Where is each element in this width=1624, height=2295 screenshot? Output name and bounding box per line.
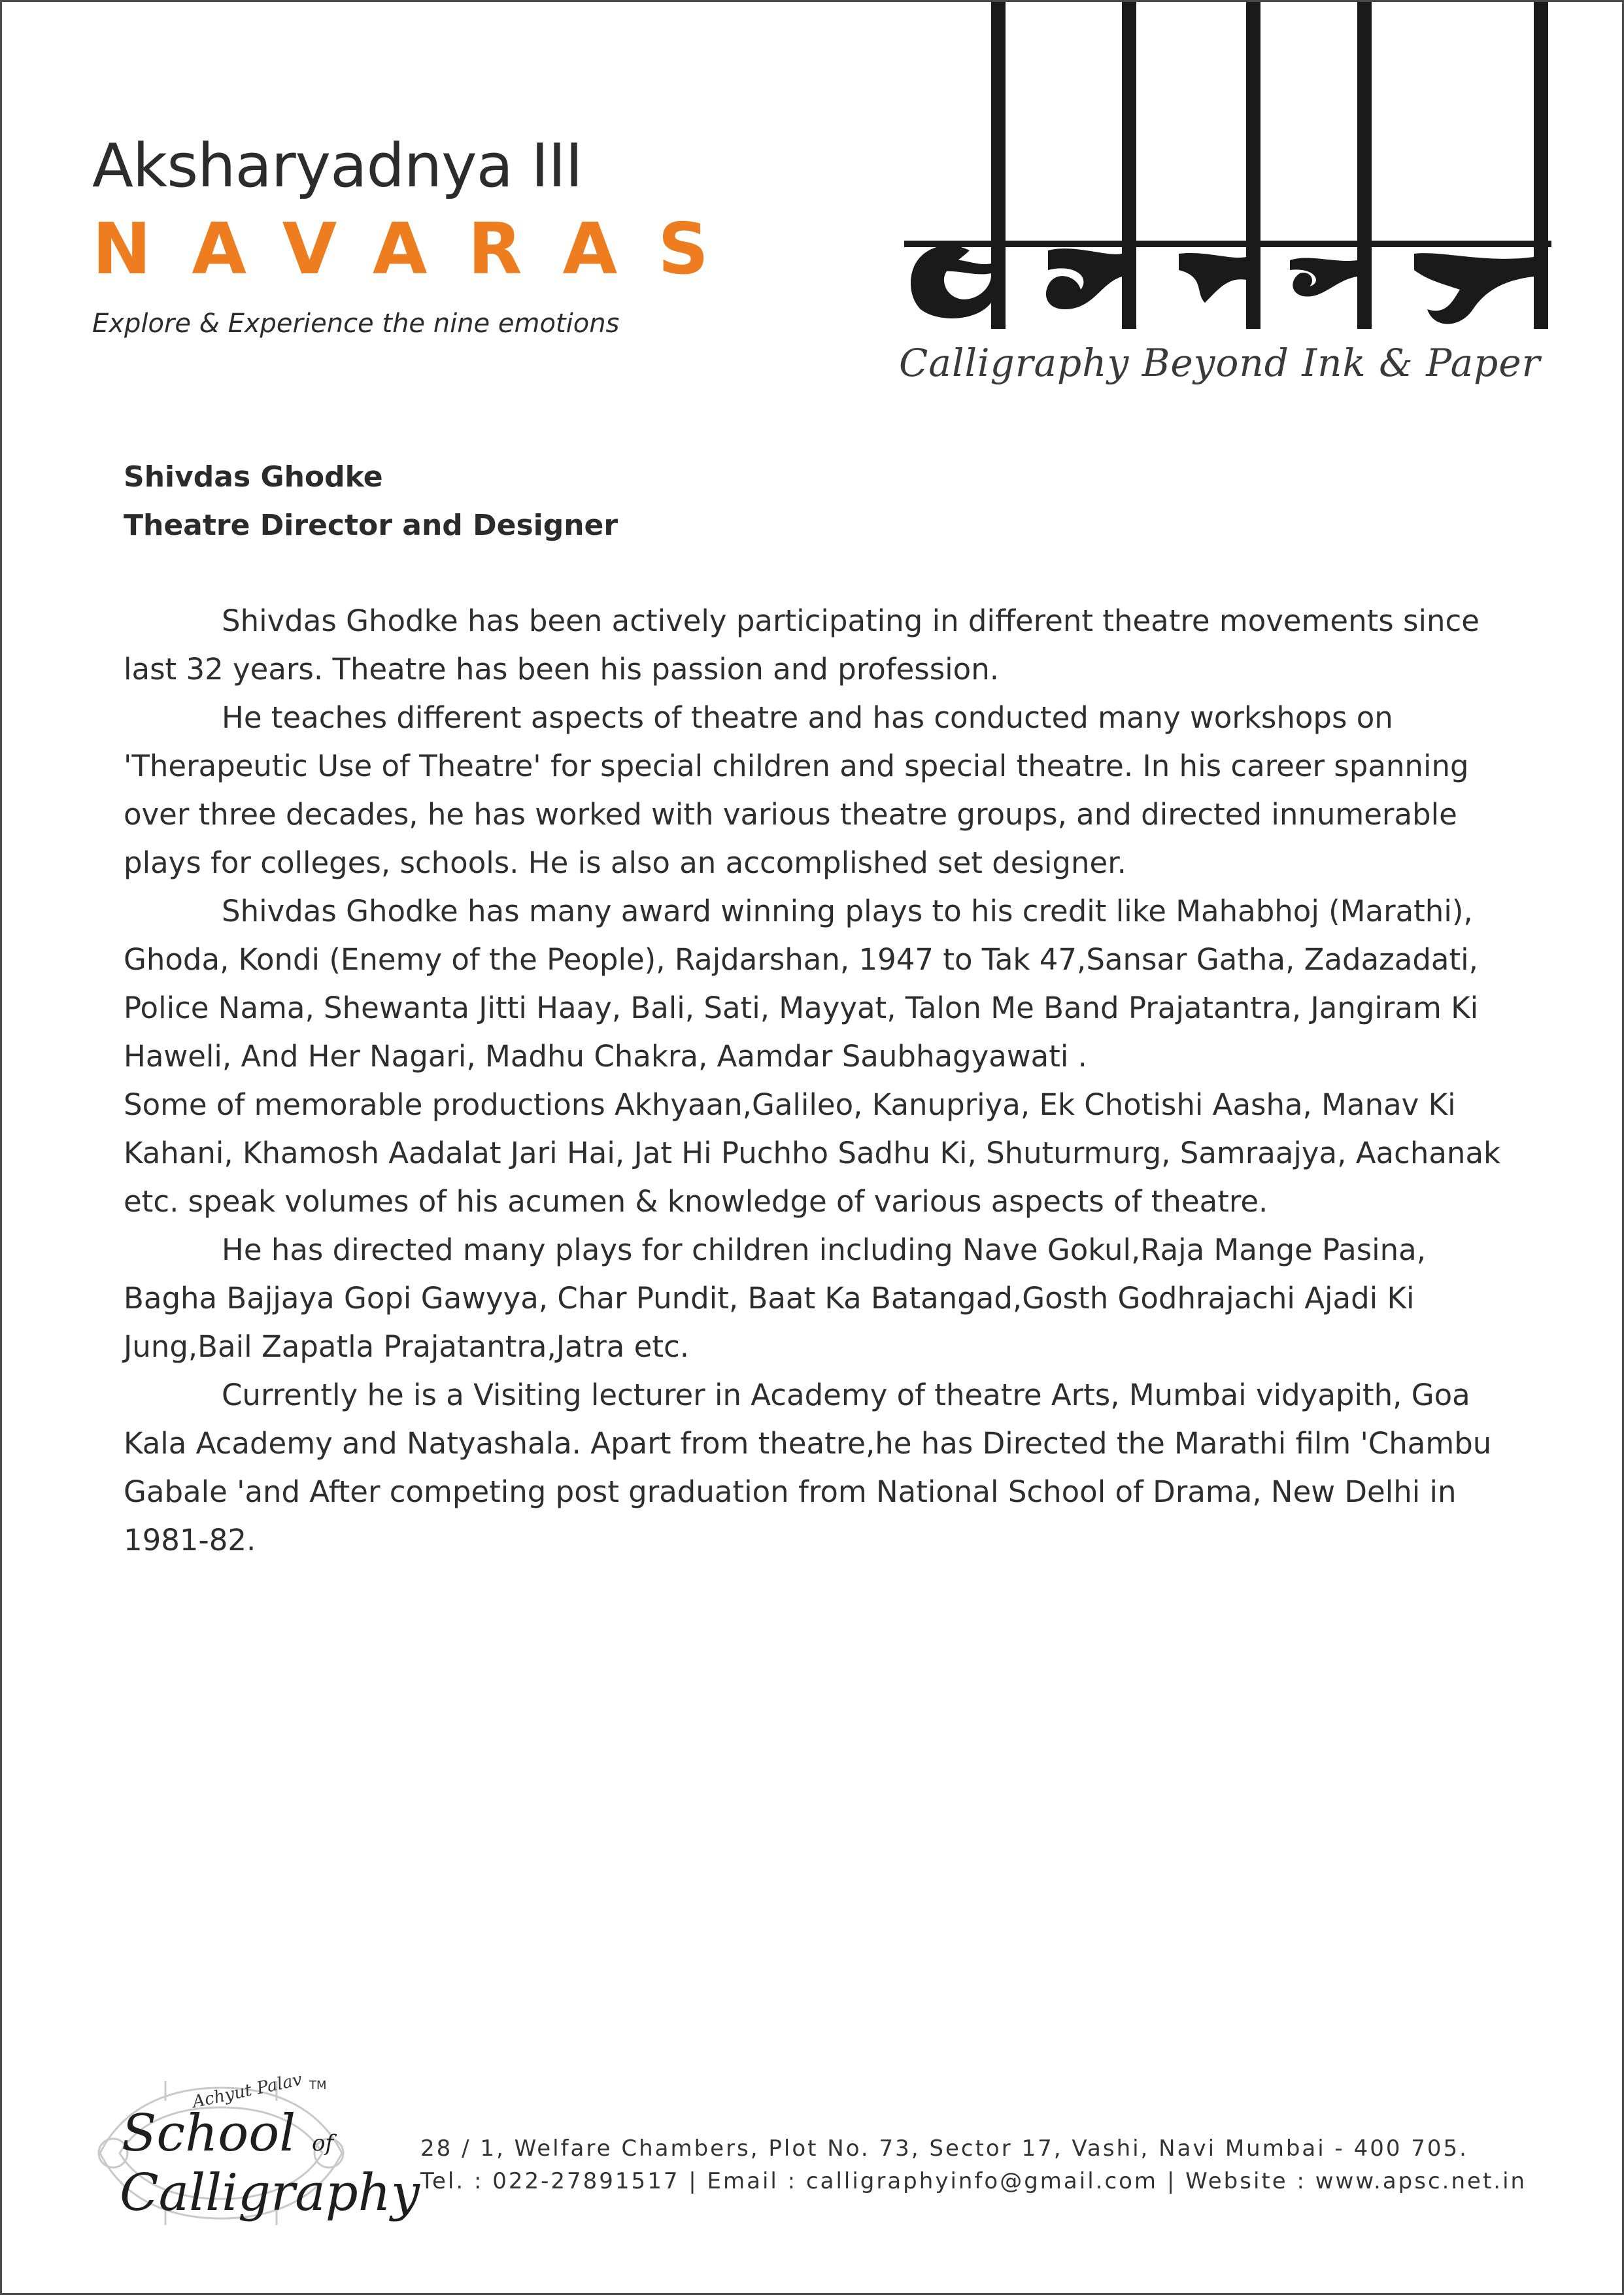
person-role: Theatre Director and Designer (124, 509, 618, 542)
devanagari-calligraphy-logo-icon (898, 2, 1551, 342)
contact-block (420, 2132, 1545, 2198)
school-name-line-2: Calligraphy (120, 2164, 420, 2222)
bio-paragraph: Some of memorable productions Akhyaan,Galileo, Kanupriya, Ek Chotishi Aasha, Manav Ki Kahani, Khamosh Aadalat Jari Hai, Jat Hi Puchho Sadhu Ki, Shuturmurg, Samraajya, Aachanak etc. speak volumes of his acumen & knowledge of various aspects of theatre. (124, 1087, 1501, 1219)
bio-paragraph: He has directed many plays for children including Nave Gokul,Raja Mange Pasina, Bagha Bajjaya Gopi Gawyya, Char Pundit, Baat Ka Batangad,Gosth Godhrajachi Ajadi Ki Jung,Bail Zapatla Prajatantra,Jatra etc. (124, 1232, 1427, 1364)
logo-tagline: Calligraphy Beyond Ink & Paper (899, 341, 1541, 385)
event-brand (92, 131, 750, 339)
event-tagline: Explore & Experience the nine emotions (92, 309, 620, 339)
trademark-mark: TM (309, 2079, 327, 2092)
contact-line: Tel. : 022-27891517 | Email : calligraphyinfo@gmail.com | Website : www.apsc.net.in (420, 2168, 1527, 2194)
school-of-calligraphy-logo (87, 2062, 420, 2238)
school-name-of: of (311, 2130, 334, 2156)
school-founder: Achyut Palav (190, 2069, 304, 2113)
aksharyadnya-logo (898, 2, 1551, 401)
event-title: Aksharyadnya III (92, 131, 583, 201)
school-name-line-1: School of (121, 2104, 334, 2163)
school-name (120, 2104, 420, 2222)
bio-paragraph: He teaches different aspects of theatre and has conducted many workshops on 'Therapeutic Use of Theatre' for special children and special theatre. In his career spanning over three decades, he has worked with various theatre groups, and directed innumerable plays for colleges, schools. He is also an accomplished set designer. (124, 700, 1469, 880)
address-line: 28 / 1, Welfare Chambers, Plot No. 73, Sector 17, Vashi, Navi Mumbai - 400 705. (420, 2135, 1468, 2162)
biography (124, 597, 1523, 1565)
bio-paragraph: Shivdas Ghodke has been actively participating in different theatre movements since last 32 years. Theatre has been his passion and profession. (124, 604, 1480, 687)
person-name: Shivdas Ghodke (124, 460, 383, 494)
event-subtitle: NAVARAS (92, 209, 750, 290)
bio-paragraph: Shivdas Ghodke has many award winning plays to his credit like Mahabhoj (Marathi), Ghoda, Kondi (Enemy of the People), Rajdarshan, 1947 to Tak 47,Sansar Gatha, Zadazadati, Police Nama, Shewanta Jitti Haay, Bali, Sati, Mayyat, Talon Me Band Prajatantra, Jangiram Ki Haweli, And Her Nagari, Madhu Chakra, Aamdar Saubhagyawati . (124, 894, 1479, 1074)
person-heading (124, 453, 1516, 550)
bio-paragraph: Currently he is a Visiting lecturer in Academy of theatre Arts, Mumbai vidyapith, Goa Kala Academy and Natyashala. Apart from theatre,he has Directed the Marathi film 'Chambu Gabale 'and After competing post graduation from National School of Drama, New Delhi in 1981-82. (124, 1378, 1492, 1557)
